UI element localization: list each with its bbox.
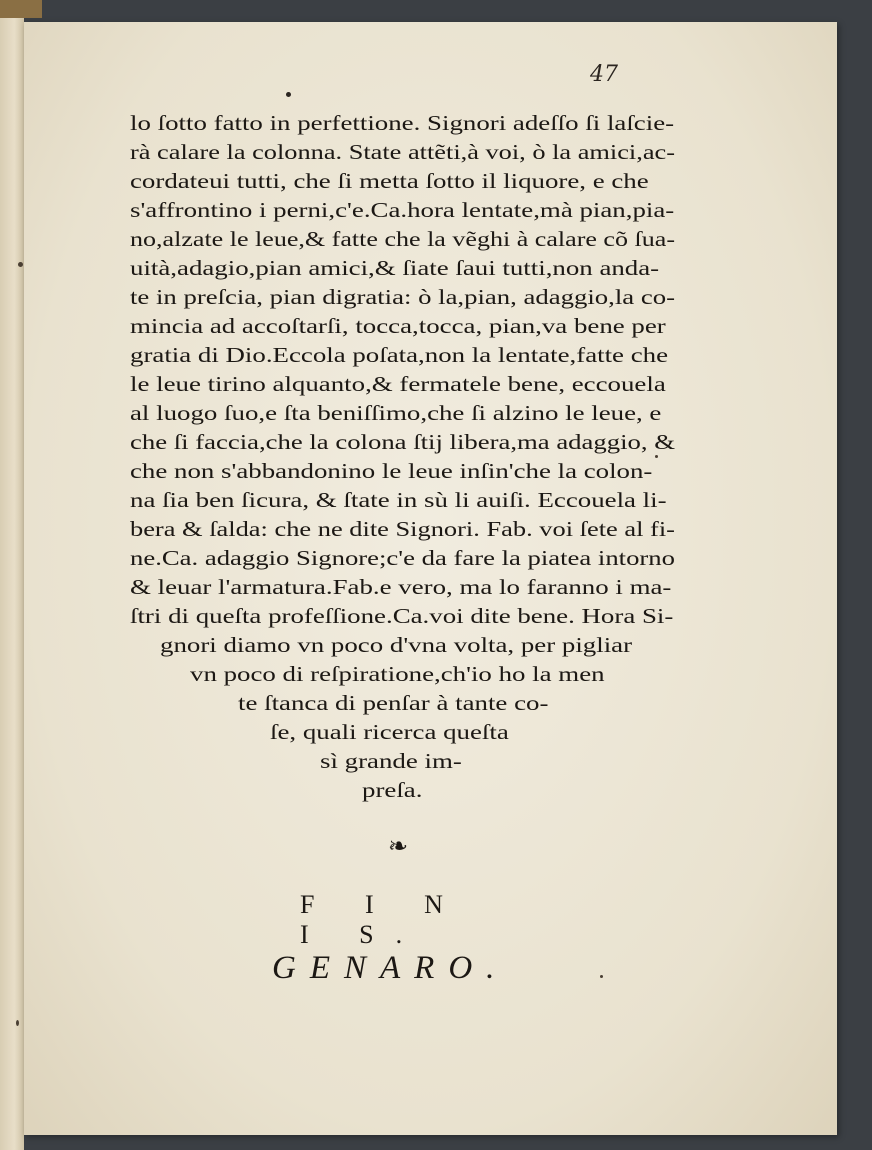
text-line: s'affrontino i perni,c'e.Ca.hora lentate,mà pian,pia- bbox=[130, 198, 675, 222]
text-line: bera & ſalda: che ne dite Signori. Fab. voi ſete al fi- bbox=[130, 517, 675, 541]
ink-dot bbox=[286, 92, 291, 97]
text-line: che non s'abbandonino le leue inſin'che la colon- bbox=[130, 459, 653, 483]
text-line: te ſtanca di penſar à tante co- bbox=[238, 691, 549, 715]
text-line: vn poco di reſpiratione,ch'io ho la men bbox=[190, 662, 605, 686]
paper-speck bbox=[600, 975, 603, 978]
text-line: te in preſcia, pian digratia: ò la,pian, adaggio,la co- bbox=[130, 285, 675, 309]
text-line: uità,adagio,pian amici,& ſiate ſaui tutti,non anda- bbox=[130, 256, 660, 280]
text-line: al luogo ſuo,e ſta beniſſimo,che ſi alzino le leue, e bbox=[130, 401, 662, 425]
text-line: che ſi faccia,che la colona ſtij libera,ma adaggio, & bbox=[130, 430, 675, 454]
text-line: na ſia ben ſicura, & ſtate in sù li auiſi. Eccouela li- bbox=[130, 488, 667, 512]
text-line: & leuar l'armatura.Fab.e vero, ma lo faranno i ma- bbox=[130, 575, 672, 599]
finis-heading: F I N I S. bbox=[300, 890, 465, 949]
text-line: ſtri di queſta profeſſione.Ca.voi dite bene. Hora Si- bbox=[130, 604, 674, 628]
fleuron-ornament: ❧ bbox=[388, 832, 409, 860]
text-line: gratia di Dio.Eccola poſata,non la lentate,fatte che bbox=[130, 343, 669, 367]
left-page-edge bbox=[0, 0, 24, 1150]
text-line: gnori diamo vn poco d'vna volta, per pigliar bbox=[160, 633, 633, 657]
paper-speck bbox=[16, 1020, 19, 1026]
text-line: ne.Ca. adaggio Signore;c'e da fare la piatea intorno bbox=[130, 546, 675, 570]
text-line: preſa. bbox=[362, 778, 423, 802]
binding-tab bbox=[0, 0, 42, 18]
text-line: sì grande im- bbox=[320, 749, 462, 773]
text-line: lo ſotto fatto in perfettione. Signori adeſſo ſi laſcie- bbox=[130, 111, 675, 135]
text-line: rà calare la colonna. State attẽti,à voi, ò la amici,ac- bbox=[130, 140, 675, 164]
text-line: no,alzate le leue,& fatte che la vẽghi à calare cõ ſua- bbox=[130, 227, 675, 251]
text-line: mincia ad accoſtarſi, tocca,tocca, pian,va bene per bbox=[130, 314, 666, 338]
genaro-heading: GENARO. bbox=[272, 950, 509, 986]
text-line: ſe, quali ricerca queſta bbox=[270, 720, 509, 744]
paper-speck bbox=[655, 455, 658, 458]
page-number: 47 bbox=[590, 62, 618, 87]
text-line: cordateui tutti, che ſi metta ſotto il liquore, e che bbox=[130, 169, 649, 193]
text-line: le leue tirino alquanto,& fermatele bene, eccouela bbox=[130, 372, 666, 396]
paper-speck bbox=[18, 262, 23, 267]
